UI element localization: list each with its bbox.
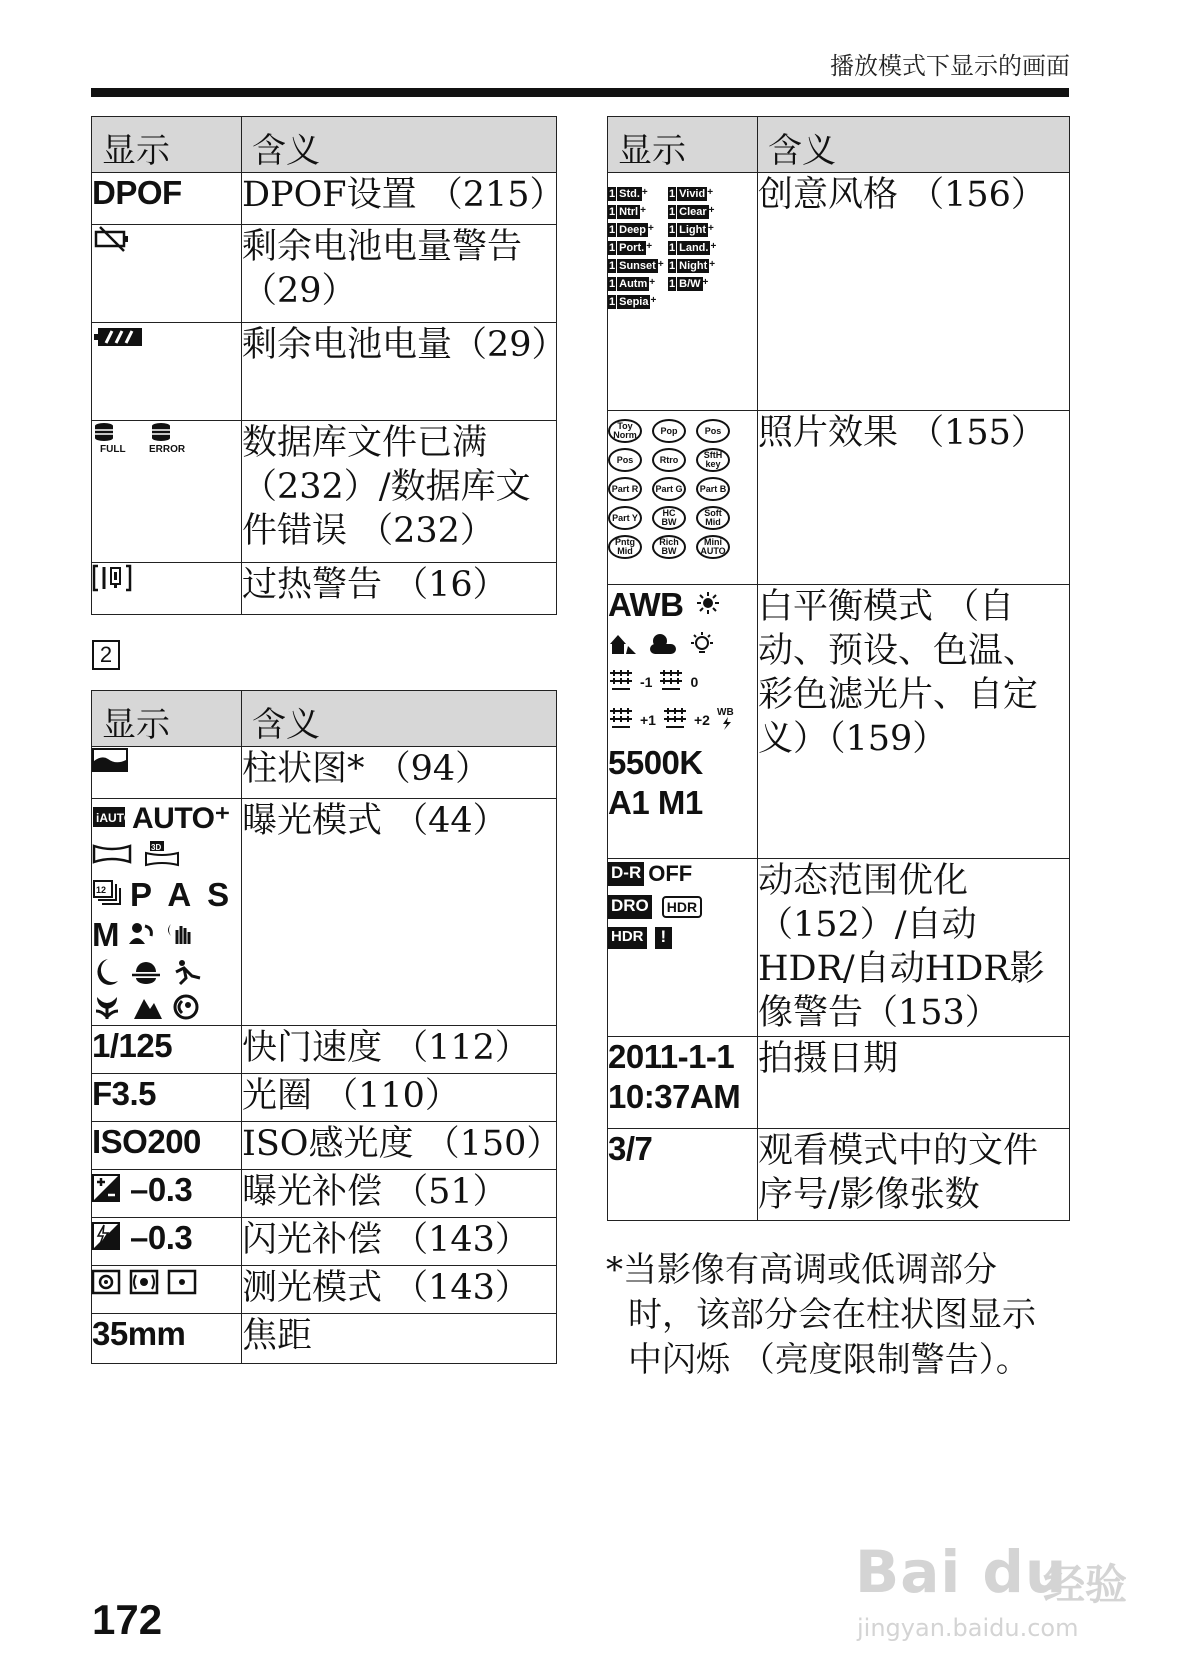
creative-style-icon: [668, 259, 720, 273]
row-meaning: 动态范围优化（152）/自动HDR/自动HDR影像警告（153）: [758, 859, 1070, 1037]
sports-action-icon: [172, 958, 202, 990]
row-meaning: ISO感光度 （150）: [242, 1122, 557, 1170]
overheat-warning-icon: [92, 563, 132, 597]
dynamic-range-icon: D-R: [608, 862, 644, 886]
picture-effect-icon: Part B: [696, 477, 730, 501]
footnote-line: *当影像有高调或低调部分: [606, 1250, 997, 1290]
creative-style-label: B/W: [679, 278, 701, 290]
creative-style-icons: [608, 187, 757, 309]
picture-effect-icon: HC BW: [652, 506, 686, 530]
row-meaning: 焦距: [242, 1314, 557, 1364]
svg-text:12: 12: [96, 885, 107, 895]
header-rule: [91, 88, 1069, 97]
table-playback-info-1: [91, 116, 567, 615]
dro-off-label: OFF: [648, 861, 693, 886]
fluorescent-0-label: 0: [690, 674, 699, 690]
pas-mode-label: P A S: [130, 876, 234, 913]
footnote-line: 中闪烁 （亮度限制警告）。: [628, 1340, 1030, 1380]
style-adjust-mark: +: [657, 259, 664, 270]
dro-icon: DRO: [608, 895, 652, 919]
table-row: [92, 1314, 557, 1364]
color-temperature-value: 5500K: [608, 744, 703, 781]
row-meaning: 曝光补偿 （51）: [242, 1170, 557, 1218]
flash-wb-icon: [716, 705, 738, 735]
style-adjust-mark: +: [702, 277, 709, 288]
row-meaning: 柱状图* （94）: [242, 747, 557, 799]
svg-text:3D: 3D: [151, 843, 162, 852]
creative-style-icon: [668, 241, 720, 255]
watermark-url: jingyan.baidu.com: [857, 1614, 1079, 1642]
recording-date-value: 2011-1-1: [608, 1038, 735, 1075]
table-row: [92, 799, 557, 1026]
intelligent-auto-icon: [92, 805, 134, 833]
fluorescent-wb-icon: [608, 669, 634, 695]
spot-metering-icon: [168, 1270, 196, 1298]
picture-effect-icon: Rtro: [652, 448, 686, 472]
creative-style-icon: [608, 205, 660, 219]
auto-plus-label: AUTO⁺: [132, 802, 230, 835]
creative-style-label: Sepia: [619, 296, 649, 308]
database-full-icon: [92, 421, 136, 459]
fluorescent-wb-icon: [608, 707, 634, 733]
creative-style-label: Clear: [679, 206, 707, 218]
row-meaning: 曝光模式 （44）: [242, 799, 557, 1026]
style-adjust-mark: +: [641, 187, 648, 198]
row-meaning: 过热警告 （16）: [242, 563, 557, 615]
table-row: [608, 585, 1070, 859]
table-row: [92, 173, 557, 225]
col-header-meaning: 含义: [242, 117, 557, 173]
row-meaning: 剩余电池电量（29）: [242, 323, 557, 421]
macro-icon: [92, 993, 122, 1025]
picture-effect-icon: Pos: [696, 419, 730, 443]
shutter-speed-value: 1/125: [92, 1027, 173, 1064]
table-row: [608, 411, 1070, 585]
style-adjust-mark: +: [707, 187, 714, 198]
svg-text:iAUTO: iAUTO: [96, 811, 134, 825]
daylight-wb-icon: [696, 591, 720, 619]
style-slot-number: 1: [669, 242, 676, 254]
table-playback-info-3: [607, 116, 1070, 1221]
creative-style-label: Vivid: [679, 188, 706, 200]
fluorescent-wb-icon: [662, 707, 688, 733]
fluorescent-plus2-label: +2: [693, 712, 710, 728]
file-number-value: 3/7: [608, 1130, 653, 1167]
table-row: [92, 1218, 557, 1266]
watermark-brand-cn: 经验: [1043, 1560, 1128, 1609]
picture-effect-icons: [608, 419, 757, 559]
database-error-label: ERROR: [149, 444, 186, 455]
center-weighted-metering-icon: [130, 1270, 158, 1298]
night-scene-icon: [92, 957, 120, 991]
row-meaning: 快门速度 （112）: [242, 1026, 557, 1074]
row-meaning: 照片效果 （155）: [758, 411, 1070, 585]
night-portrait-icon: [172, 993, 200, 1025]
continuous-priority-ae-icon: [92, 879, 122, 911]
creative-style-label: Std.: [619, 188, 640, 200]
style-adjust-mark: +: [708, 223, 714, 234]
style-slot-number: 1: [669, 224, 676, 236]
picture-effect-icon: Pntg Mid: [608, 535, 642, 559]
picture-effect-icon: SftH key: [696, 448, 730, 472]
creative-style-label: Ntrl: [619, 206, 639, 218]
creative-style-icon: [608, 223, 660, 237]
database-error-icon: [147, 421, 195, 459]
style-slot-number: 1: [669, 188, 676, 200]
baidu-jingyan-watermark: [855, 1530, 1155, 1660]
picture-effect-icon: Rich BW: [652, 535, 686, 559]
creative-style-label: Night: [679, 260, 708, 272]
watermark-brand: Bai du: [855, 1538, 1068, 1606]
fluorescent-wb-icon: [658, 669, 684, 695]
creative-style-icon: [668, 205, 720, 219]
picture-effect-icon: Toy Norm: [608, 419, 642, 443]
col-header-display: 显示: [608, 117, 758, 173]
table-row: [92, 1266, 557, 1314]
fluorescent-plus1-label: +1: [640, 712, 656, 728]
row-meaning: 拍摄日期: [758, 1037, 1070, 1129]
focal-length-value: 35mm: [92, 1315, 186, 1352]
color-filter-value: A1 M1: [608, 784, 703, 821]
creative-style-icon: [608, 295, 660, 309]
style-slot-number: 1: [609, 224, 616, 236]
style-adjust-mark: +: [648, 223, 654, 234]
creative-style-icon: [608, 187, 660, 201]
awb-label: AWB: [608, 586, 684, 623]
picture-effect-icon: Part R: [608, 477, 642, 501]
creative-style-label: Deep: [619, 224, 647, 236]
style-adjust-mark: +: [640, 205, 646, 216]
col-header-display: 显示: [92, 691, 242, 747]
flash-comp-value: –0.3: [130, 1219, 193, 1256]
incandescent-wb-icon: [688, 631, 716, 661]
picture-effect-icon: Pop: [652, 419, 686, 443]
row-meaning: 测光模式 （143）: [242, 1266, 557, 1314]
col-header-meaning: 含义: [242, 691, 557, 747]
table-row: [92, 1074, 557, 1122]
table-row: [608, 1037, 1070, 1129]
row-meaning: 数据库文件已满（232）/数据库文件错误 （232）: [242, 421, 557, 563]
table-row: [608, 859, 1070, 1037]
recording-time-value: 10:37AM: [608, 1078, 741, 1115]
auto-hdr-icon: HDR: [662, 896, 702, 918]
style-slot-number: 1: [609, 260, 616, 272]
battery-empty-warning-icon: [92, 225, 136, 257]
exposure-comp-value: –0.3: [130, 1171, 193, 1208]
shade-wb-icon: [608, 632, 638, 660]
style-adjust-mark: +: [650, 295, 657, 306]
multi-segment-metering-icon: [92, 1270, 120, 1298]
row-meaning: 观看模式中的文件序号/影像张数: [758, 1129, 1070, 1221]
hdr-icon: HDR: [608, 927, 647, 949]
handheld-twilight-icon: [163, 920, 193, 950]
flash-comp-icon: [92, 1222, 120, 1254]
table-row: [92, 225, 557, 323]
histogram-icon: [92, 747, 128, 777]
sunset-icon: [130, 958, 162, 990]
style-adjust-mark: +: [649, 277, 656, 288]
creative-style-icon: [608, 277, 660, 291]
battery-level-icon: [92, 323, 146, 355]
table-row: [92, 421, 557, 563]
row-meaning: 创意风格 （156）: [758, 173, 1070, 411]
page-header-title: 播放模式下显示的画面: [830, 52, 1070, 80]
table-row: [92, 323, 557, 421]
table-row: [92, 1170, 557, 1218]
creative-style-label: Land.: [679, 242, 709, 254]
dpof-indicator: DPOF: [92, 174, 182, 211]
style-slot-number: 1: [609, 188, 616, 200]
style-adjust-mark: +: [646, 241, 653, 252]
row-meaning: DPOF设置 （215）: [242, 173, 557, 225]
row-meaning: 白平衡模式 （自动、预设、色温、彩色滤光片、自定义）（159）: [758, 585, 1070, 859]
hdr-warning-icon: !: [655, 927, 673, 949]
picture-effect-icon: Pos: [608, 448, 642, 472]
table-row: [608, 173, 1070, 411]
col-header-meaning: 含义: [758, 117, 1070, 173]
table-row: [92, 747, 557, 799]
style-adjust-mark: +: [708, 205, 715, 216]
style-slot-number: 1: [669, 260, 676, 272]
style-slot-number: 1: [609, 278, 616, 290]
picture-effect-icon: Mini AUTO: [696, 535, 730, 559]
style-adjust-mark: +: [710, 241, 717, 252]
creative-style-icon: [608, 241, 660, 255]
table-row: [608, 1129, 1070, 1221]
creative-style-icon: [608, 259, 664, 273]
table-row: [92, 1122, 557, 1170]
portrait-scene-icon: [127, 920, 155, 950]
table-playback-info-2: [91, 690, 562, 1364]
creative-style-label: Sunset: [619, 260, 656, 272]
page-number: 172: [92, 1596, 163, 1643]
style-slot-number: 1: [669, 278, 676, 290]
cloudy-wb-icon: [648, 632, 678, 660]
creative-style-label: Autm: [619, 278, 648, 290]
col-header-display: 显示: [92, 117, 242, 173]
picture-effect-icon: Part G: [652, 477, 686, 501]
svg-text:WB: WB: [716, 707, 734, 718]
creative-style-icon: [668, 277, 720, 291]
footnote-line: 时，该部分会在柱状图显示: [628, 1295, 1036, 1335]
landscape-icon: [132, 993, 162, 1025]
row-meaning: 闪光补偿 （143）: [242, 1218, 557, 1266]
table-row: [92, 563, 557, 615]
creative-style-icon: [668, 187, 720, 201]
style-slot-number: 1: [669, 206, 676, 218]
style-slot-number: 1: [609, 242, 616, 254]
style-slot-number: 1: [609, 206, 616, 218]
picture-effect-icon: Soft Mid: [696, 506, 730, 530]
database-full-label: FULL: [100, 444, 126, 455]
section-marker: 2: [92, 640, 120, 670]
aperture-value: F3.5: [92, 1075, 157, 1112]
creative-style-label: Port.: [619, 242, 645, 254]
exposure-comp-icon: [92, 1174, 120, 1206]
fluorescent-minus1-label: -1: [640, 674, 653, 690]
manual-mode-label: M: [92, 916, 119, 953]
histogram-footnote: [606, 1248, 1076, 1383]
row-meaning: 剩余电池电量警告（29）: [242, 225, 557, 323]
picture-effect-icon: Part Y: [608, 506, 642, 530]
table-row: [92, 1026, 557, 1074]
iso-value: ISO200: [92, 1123, 201, 1160]
sweep-panorama-icon: [92, 842, 132, 870]
creative-style-icon: [668, 223, 720, 237]
style-slot-number: 1: [609, 296, 616, 308]
style-adjust-mark: +: [709, 259, 716, 270]
creative-style-label: Light: [679, 224, 707, 236]
3d-panorama-icon: [142, 841, 182, 871]
row-meaning: 光圈 （110）: [242, 1074, 557, 1122]
